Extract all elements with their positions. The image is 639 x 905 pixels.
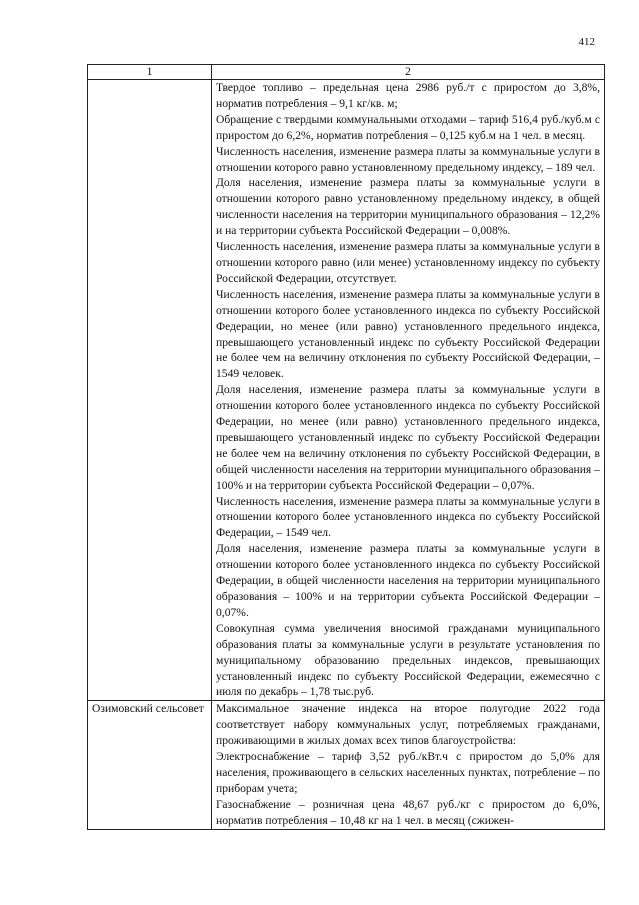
- table-row: [88, 80, 605, 701]
- paragraph: Численность населения, изменение размера платы за коммунальные услуги в отношении которого равно (или менее) установленному индексу по субъекту Российской Федерации, отсутствует.: [216, 240, 600, 285]
- paragraph: Максимальное значение индекса на второе полугодие 2022 года соответствует набору коммунальных услуг, потребляемых гражданами, проживающими в жилых домах всех типов благоустройства:: [216, 702, 600, 748]
- row-1-region-cell: [88, 80, 212, 701]
- paragraph: Совокупная сумма увеличения вносимой гражданами муниципального образования платы за коммунальные услуги в результате установления по муниципальному образованию предельных индексов, превышающих установленный индекс по субъекту Российской Федерации, ежемесячно с июля по декабрь – 1,78 тыс.руб.: [216, 621, 600, 699]
- paragraph: Твердое топливо – предельная цена 2986 руб./т с приростом до 3,8%, норматив потребления – 9,1 кг/кв. м;: [216, 81, 600, 110]
- document-table: [87, 64, 605, 830]
- paragraph: Доля населения, изменение размера платы за коммунальные услуги в отношении которого равно установленному предельному индексу, в общей численности населения на территории муниципального образования – 12,2% и на территории субъекта Российской Федерации – 0,008%.: [216, 176, 600, 238]
- table-row: [88, 701, 605, 829]
- paragraph: Обращение с твердыми коммунальными отходами – тариф 516,4 руб./куб.м с приростом до 6,2%, норматив потребления – 0,125 куб.м на 1 чел. в месяц.: [216, 112, 600, 142]
- column-header-2: 2: [212, 65, 605, 80]
- paragraph: Газоснабжение – розничная цена 48,67 руб./кг с приростом до 6,0%, норматив потребления – 10,48 кг на 1 чел. в месяц (сжижен-: [216, 797, 600, 827]
- paragraph: Численность населения, изменение размера платы за коммунальные услуги в отношении которого равно установленному предельному индексу, – 189 чел.: [216, 144, 600, 174]
- paragraph: Численность населения, изменение размера платы за коммунальные услуги в отношении которого более установленного индекса по субъекту Российской Федерации, но менее (или равно) установленного предельного индекса, превышающего установленный индекс по субъекту Российской Федерации не более чем на величину отклонения по субъекту Российской Федерации, – 1549 человек.: [216, 287, 600, 381]
- page-number: 412: [578, 36, 595, 48]
- row-1-content-cell: [212, 80, 605, 701]
- row-2-region-cell: Озимовский сельсовет: [88, 701, 212, 829]
- paragraph: Электроснабжение – тариф 3,52 руб./кВт.ч с приростом до 5,0% для населения, проживающего в сельских населенных пунктах, потребление – по приборам учета;: [216, 750, 600, 795]
- paragraph: Доля населения, изменение размера платы за коммунальные услуги в отношении которого более установленного индекса по субъекту Российской Федерации, в общей численности населения на территории муниципального образования – 100% и на территории субъекта Российской Федерации – 0,07%.: [216, 542, 600, 619]
- paragraph: Доля населения, изменение размера платы за коммунальные услуги в отношении которого более установленного индекса по субъекту Российской Федерации, но менее (или равно) установленного предельного индекса, превышающего установленный индекс по субъекту Российской Федерации не более чем на величину отклонения по субъекту Российской Федерации, в общей численности населения на территории муниципального образования – 100% и на территории субъекта Российской Федерации – 0,07%.: [216, 383, 600, 492]
- paragraph: Численность населения, изменение размера платы за коммунальные услуги в отношении которого более установленного индекса по субъекту Российской Федерации, – 1549 чел.: [216, 494, 600, 540]
- column-header-1: 1: [88, 65, 212, 80]
- table-header-row: [88, 65, 605, 80]
- row-2-content-cell: [212, 701, 605, 829]
